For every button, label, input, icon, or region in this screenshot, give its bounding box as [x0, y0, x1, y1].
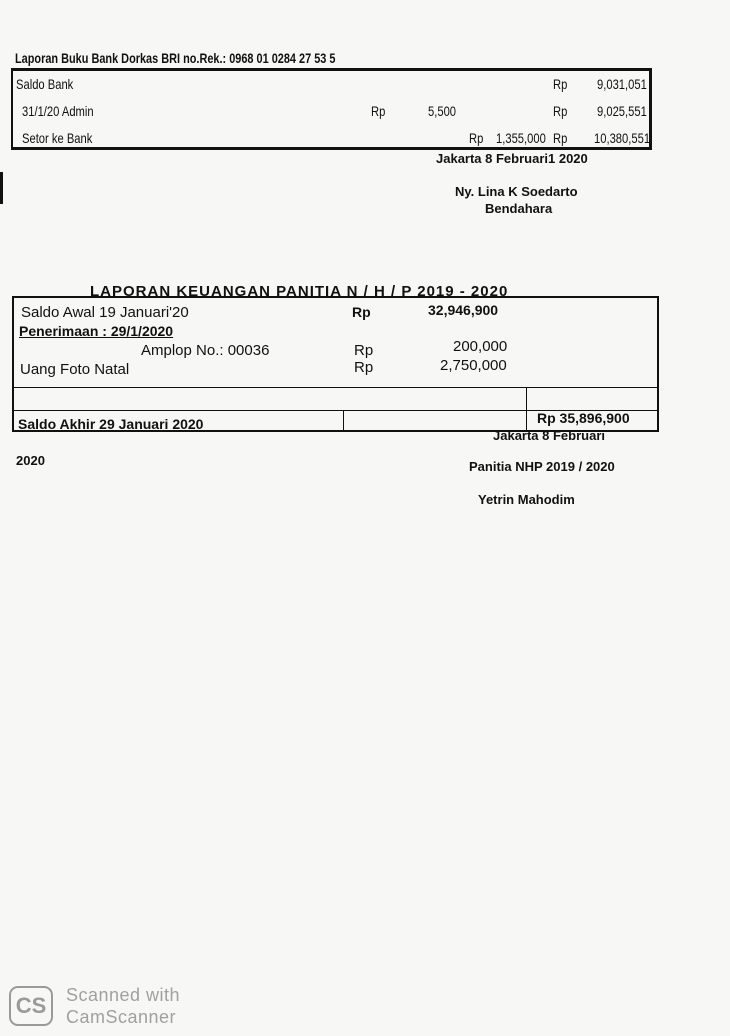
- bank-report-title: Laporan Buku Bank Dorkas BRI no.Rek.: 0968 01 0284 27 53 5: [15, 50, 336, 66]
- bank-row-currency: Rp: [553, 130, 568, 146]
- saldo-awal-currency: Rp: [352, 304, 371, 320]
- saldo-awal-amount: 32,946,900: [428, 302, 499, 318]
- bank-signer-name: Ny. Lina K Soedarto: [455, 184, 578, 199]
- finance-signer-name: Yetrin Mahodim: [478, 492, 575, 507]
- finance-item-amount: 2,750,000: [440, 357, 507, 374]
- scan-edge-mark: [0, 172, 3, 204]
- finance-item-currency: Rp: [354, 359, 374, 376]
- scanned-with-watermark: [66, 984, 180, 1028]
- finance-place-date-year: 2020: [16, 453, 45, 468]
- finance-item-currency: Rp: [354, 342, 374, 359]
- watermark-line-2: CamScanner: [66, 1007, 177, 1027]
- bank-signer-role: Bendahara: [485, 201, 553, 216]
- bank-row-credit-amount: 1,355,000: [496, 130, 546, 146]
- finance-item-label: Uang Foto Natal: [20, 361, 130, 378]
- finance-signer-committee: Panitia NHP 2019 / 2020: [469, 459, 615, 474]
- saldo-akhir-label: Saldo Akhir 29 Januari 2020: [18, 416, 204, 432]
- table-divider: [343, 410, 344, 432]
- bank-row-balance: 9,031,051: [597, 76, 647, 92]
- saldo-akhir-amount: Rp 35,896,900: [537, 410, 630, 426]
- bank-row-debit-amount: 5,500: [428, 103, 457, 119]
- table-divider: [12, 387, 659, 388]
- bank-row-balance: 10,380,551: [594, 130, 651, 146]
- penerimaan-heading: Penerimaan : 29/1/2020: [19, 323, 174, 339]
- bank-row-label: Setor ke Bank: [22, 130, 93, 146]
- bank-row-currency: Rp: [553, 103, 568, 119]
- bank-row-currency: Rp: [553, 76, 568, 92]
- bank-place-date: Jakarta 8 Februari1 2020: [436, 151, 588, 166]
- bank-row-credit-currency: Rp: [469, 130, 484, 146]
- watermark-line-1: Scanned with: [66, 985, 181, 1005]
- finance-item-amount: 200,000: [453, 338, 508, 355]
- finance-place-date: Jakarta 8 Februari: [493, 428, 606, 443]
- finance-report-title: LAPORAN KEUANGAN PANITIA N / H / P 2019 - 2020: [90, 283, 509, 300]
- bank-row-balance: 9,025,551: [597, 103, 647, 119]
- bank-row-label: 31/1/20 Admin: [22, 103, 94, 119]
- table-divider: [526, 387, 527, 432]
- bank-row-debit-currency: Rp: [371, 103, 386, 119]
- camscanner-logo-icon: CS: [9, 986, 53, 1026]
- saldo-awal-label: Saldo Awal 19 Januari'20: [21, 304, 189, 321]
- finance-item-label: Amplop No.: 00036: [141, 342, 270, 359]
- bank-row-label: Saldo Bank: [16, 76, 74, 92]
